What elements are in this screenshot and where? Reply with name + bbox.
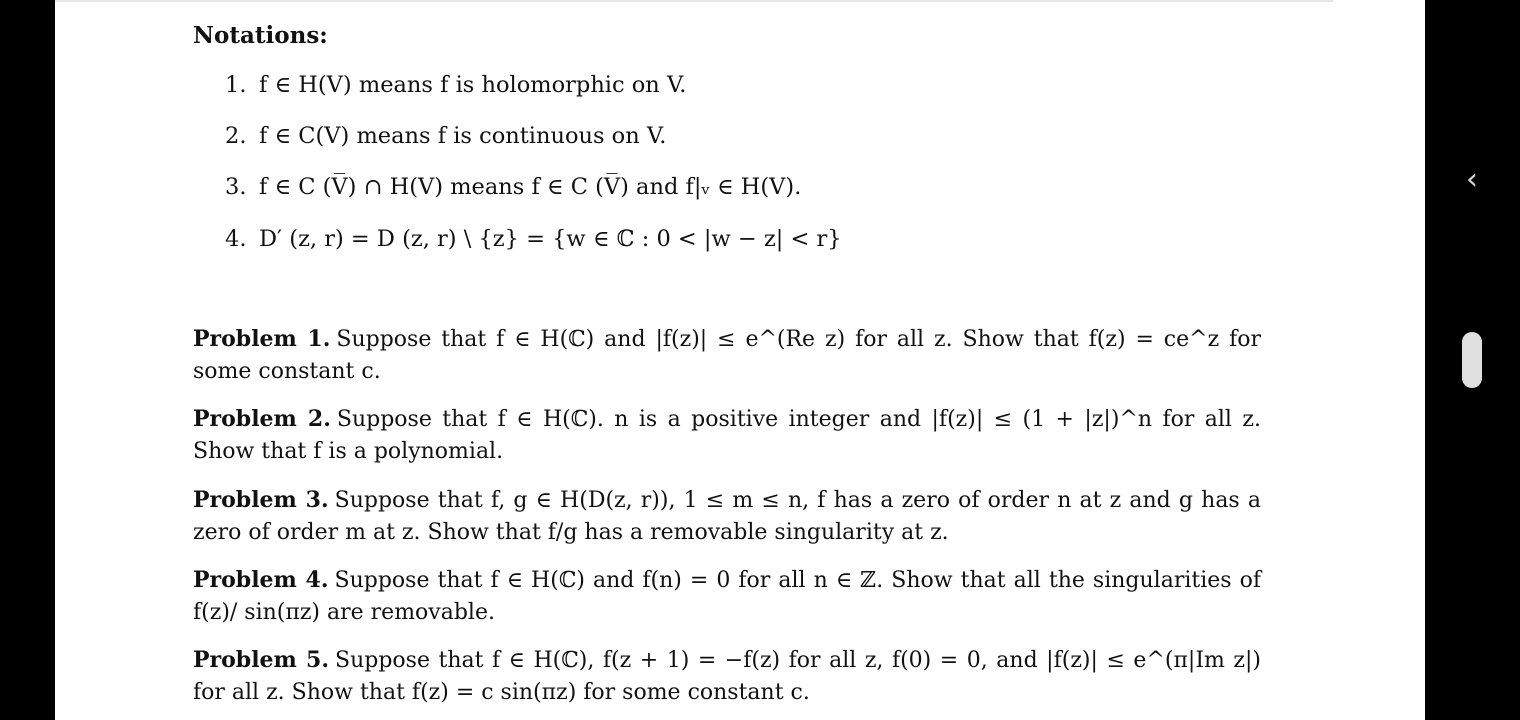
problem-label: Problem 1. — [193, 326, 331, 352]
notation-number: 2. — [225, 123, 247, 149]
notation-number: 4. — [225, 226, 247, 252]
problem-1 — [193, 323, 1261, 388]
problem-3 — [193, 484, 1261, 549]
notations-heading: Notations: — [193, 22, 328, 49]
problem-label: Problem 3. — [193, 487, 329, 513]
notation-text: f ∈ C (V̅) ∩ H(V) means f ∈ C (V̅) and f|ᵥ ∈ H(V). — [259, 174, 802, 200]
notation-number: 3. — [225, 174, 247, 200]
scrollbar-thumb[interactable] — [1462, 332, 1482, 388]
problem-label: Problem 4. — [193, 567, 329, 593]
notation-item — [225, 72, 686, 98]
problem-text: Suppose that f, g ∈ H(D(z, r)), 1 ≤ m ≤ n, f has a zero of order n at z and g has a zero of order m at z. Show that f/g has a removable singularity at z. — [193, 488, 1261, 545]
problem-label: Problem 2. — [193, 406, 331, 432]
chevron-left-icon[interactable]: ‹ — [1466, 162, 1478, 197]
problem-5 — [193, 644, 1261, 709]
problem-2 — [193, 403, 1261, 468]
notation-text: D′ (z, r) = D (z, r) \ {z} = {w ∈ ℂ : 0 < |w − z| < r} — [259, 226, 842, 252]
problem-label: Problem 5. — [193, 647, 329, 673]
page-top-divider — [55, 0, 1333, 2]
notation-item — [225, 174, 801, 200]
notation-item — [225, 226, 842, 252]
problem-text: Suppose that f ∈ H(ℂ) and f(n) = 0 for all n ∈ ℤ. Show that all the singularities of f(z)/ sin(πz) are removable. — [193, 568, 1262, 625]
problem-text: Suppose that f ∈ H(ℂ). n is a positive integer and |f(z)| ≤ (1 + |z|)^n for all z. Show that f is a polynomial. — [193, 407, 1261, 464]
notation-number: 1. — [225, 72, 247, 98]
document-page — [55, 0, 1425, 720]
problem-text: Suppose that f ∈ H(ℂ), f(z + 1) = −f(z) for all z, f(0) = 0, and |f(z)| ≤ e^(π|Im z|) for all z. Show that f(z) = c sin(πz) for some constant c. — [193, 648, 1261, 705]
problem-text: Suppose that f ∈ H(ℂ) and |f(z)| ≤ e^(Re z) for all z. Show that f(z) = ce^z for some constant c. — [193, 327, 1261, 384]
left-frame — [0, 0, 55, 720]
problem-4 — [193, 564, 1261, 629]
notation-item — [225, 123, 666, 149]
notation-text: f ∈ H(V) means f is holomorphic on V. — [259, 72, 687, 98]
notation-text: f ∈ C(V) means f is continuous on V. — [259, 123, 667, 149]
